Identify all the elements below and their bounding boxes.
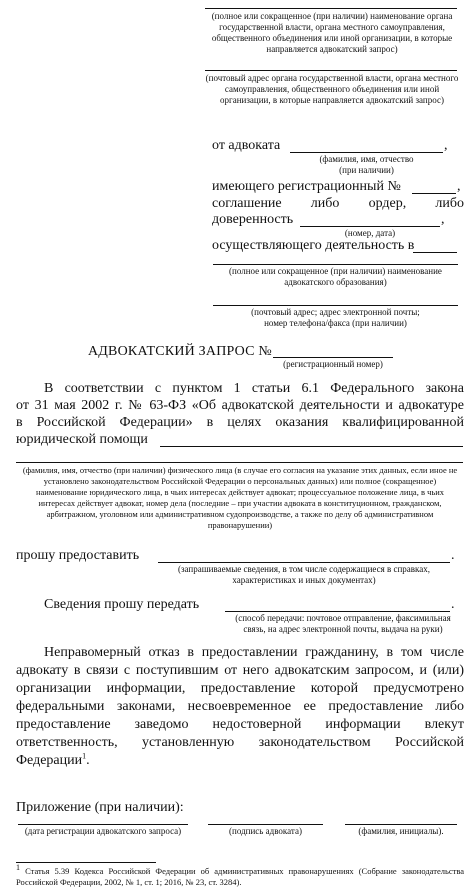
registration-number-line — [412, 193, 456, 194]
contact-caption-1: (почтовый адрес; адрес электронной почты; — [251, 307, 420, 317]
from-label: от адвоката — [212, 138, 281, 153]
footnote-separator — [16, 862, 156, 863]
activity-line — [413, 252, 457, 253]
warning-line-5: предоставление заведомо недостоверной информации влекут — [16, 717, 464, 732]
contact-line — [213, 305, 458, 306]
warning-line-7: Федерации$^1$. — [16, 751, 90, 768]
warning-line-2: адвокату в связи с поступившим от него адвокатским запросом, и (или) — [16, 663, 464, 678]
power-of-attorney-line — [300, 226, 440, 227]
transfer-caption-2: связь, на адрес электронной почты, выдача на руки) — [243, 624, 443, 634]
warning-line-4: федеральными законами, несвоевременное ее предоставление либо — [16, 699, 464, 714]
request-number-line — [273, 357, 393, 358]
from-caption-1: (фамилия, имя, отчество — [319, 154, 414, 164]
activity-label: осуществляющего деятельность в — [212, 238, 415, 253]
recipient-name-line — [205, 8, 457, 9]
request-dot: . — [451, 548, 455, 563]
from-caption-2: (при наличии) — [339, 165, 394, 175]
request-number-caption: (регистрационный номер) — [283, 359, 383, 369]
transfer-caption-1: (способ передачи: почтовое отправление, факсимильная — [235, 613, 451, 623]
power-of-attorney-label: доверенность — [212, 212, 294, 227]
warning-line-6: ответственность, установленную законодательством Российской — [16, 735, 464, 750]
footnote — [16, 863, 465, 888]
signature-caption: (подпись адвоката) — [229, 826, 302, 836]
transfer-label: Сведения прошу передать — [44, 597, 200, 612]
transfer-dot: . — [451, 597, 455, 612]
signature-line — [208, 824, 323, 825]
warning-line-3: организации информации, предоставление которой предусмотрено — [16, 681, 464, 696]
bureau-line — [213, 264, 458, 265]
name-line — [345, 824, 457, 825]
attachment-label: Приложение (при наличии): — [16, 800, 184, 815]
client-line-1 — [160, 446, 463, 447]
transfer-line — [225, 611, 450, 612]
recipient-address-caption: (почтовый адрес органа государственной власти, органа местного самоуправления, общественного объединения или иной организации, в которые направляется адвокатский запрос) — [205, 73, 459, 105]
date-line — [18, 824, 188, 825]
warning-line-1: Неправомерный отказ в предоставлении гражданину, в том числе — [44, 645, 464, 660]
client-line-2 — [16, 462, 463, 463]
request-title: АДВОКАТСКИЙ ЗАПРОС № — [88, 344, 272, 359]
footnote-mark: 1 — [16, 863, 20, 873]
intro-line-3: в Российской Федерации» в целях оказания квалифицированной — [16, 415, 464, 430]
footnote-text: Статья 5.39 Кодекса Российской Федерации об административных правонарушениях (Собрание законодательства Российской Федерации, 2002, № 1, ст. 1; 2016, № 23, ст. 3284). — [16, 866, 465, 887]
intro-line-2: от 31 мая 2002 г. № 63-ФЗ «Об адвокатской деятельности и адвокатуре — [16, 398, 464, 413]
recipient-address-line — [205, 70, 457, 71]
bureau-caption: (полное или сокращенное (при наличии) наименование адвокатского образования) — [229, 266, 442, 287]
request-caption-1: (запрашиваемые сведения, в том числе содержащиеся в справках, — [177, 564, 431, 574]
agreement-line: соглашение либо ордер, либо — [212, 196, 464, 211]
from-line — [290, 152, 443, 153]
registration-number-label: имеющего регистрационный № — [212, 179, 401, 194]
intro-line-1: В соответствии с пунктом 1 статьи 6.1 Федерального закона — [44, 381, 464, 396]
power-comma: , — [441, 212, 445, 227]
intro-line-4: юридической помощи — [16, 432, 148, 447]
request-caption-2: характеристиках и иных документах) — [232, 575, 376, 585]
client-caption: (фамилия, имя, отчество (при наличии) физического лица (в случае его согласия на указание этих данных, если иное не установлено законодательством Российской Федерации о персональных данных) или полное (сокращенное) наименование юридического лица, в чьих интересах действует адвокат; процессуальное положение лица, в чьих интересах действует адвокат, номер дела (последние – при участии адвоката в конституционном, гражданском, арбитражном, уголовном или административном судопроизводстве, а также по делу об административном правонарушении) — [22, 465, 458, 530]
registration-comma: , — [457, 179, 461, 194]
power-of-attorney-caption: (номер, дата) — [344, 228, 396, 238]
date-caption: (дата регистрации адвокатского запроса) — [24, 826, 182, 836]
request-line — [158, 562, 450, 563]
from-comma: , — [444, 138, 448, 153]
name-caption: (фамилия, инициалы). — [358, 826, 444, 836]
footnote-reference: 1 — [82, 751, 87, 761]
request-label: прошу предоставить — [16, 548, 140, 563]
recipient-name-caption: (полное или сокращенное (при наличии) наименование органа государственной власти, органа местного самоуправления, общественного объединения или иной организации, в которые направляется адвокатский запрос) — [211, 11, 453, 54]
contact-caption-2: номер телефона/факса (при наличии) — [264, 318, 407, 328]
